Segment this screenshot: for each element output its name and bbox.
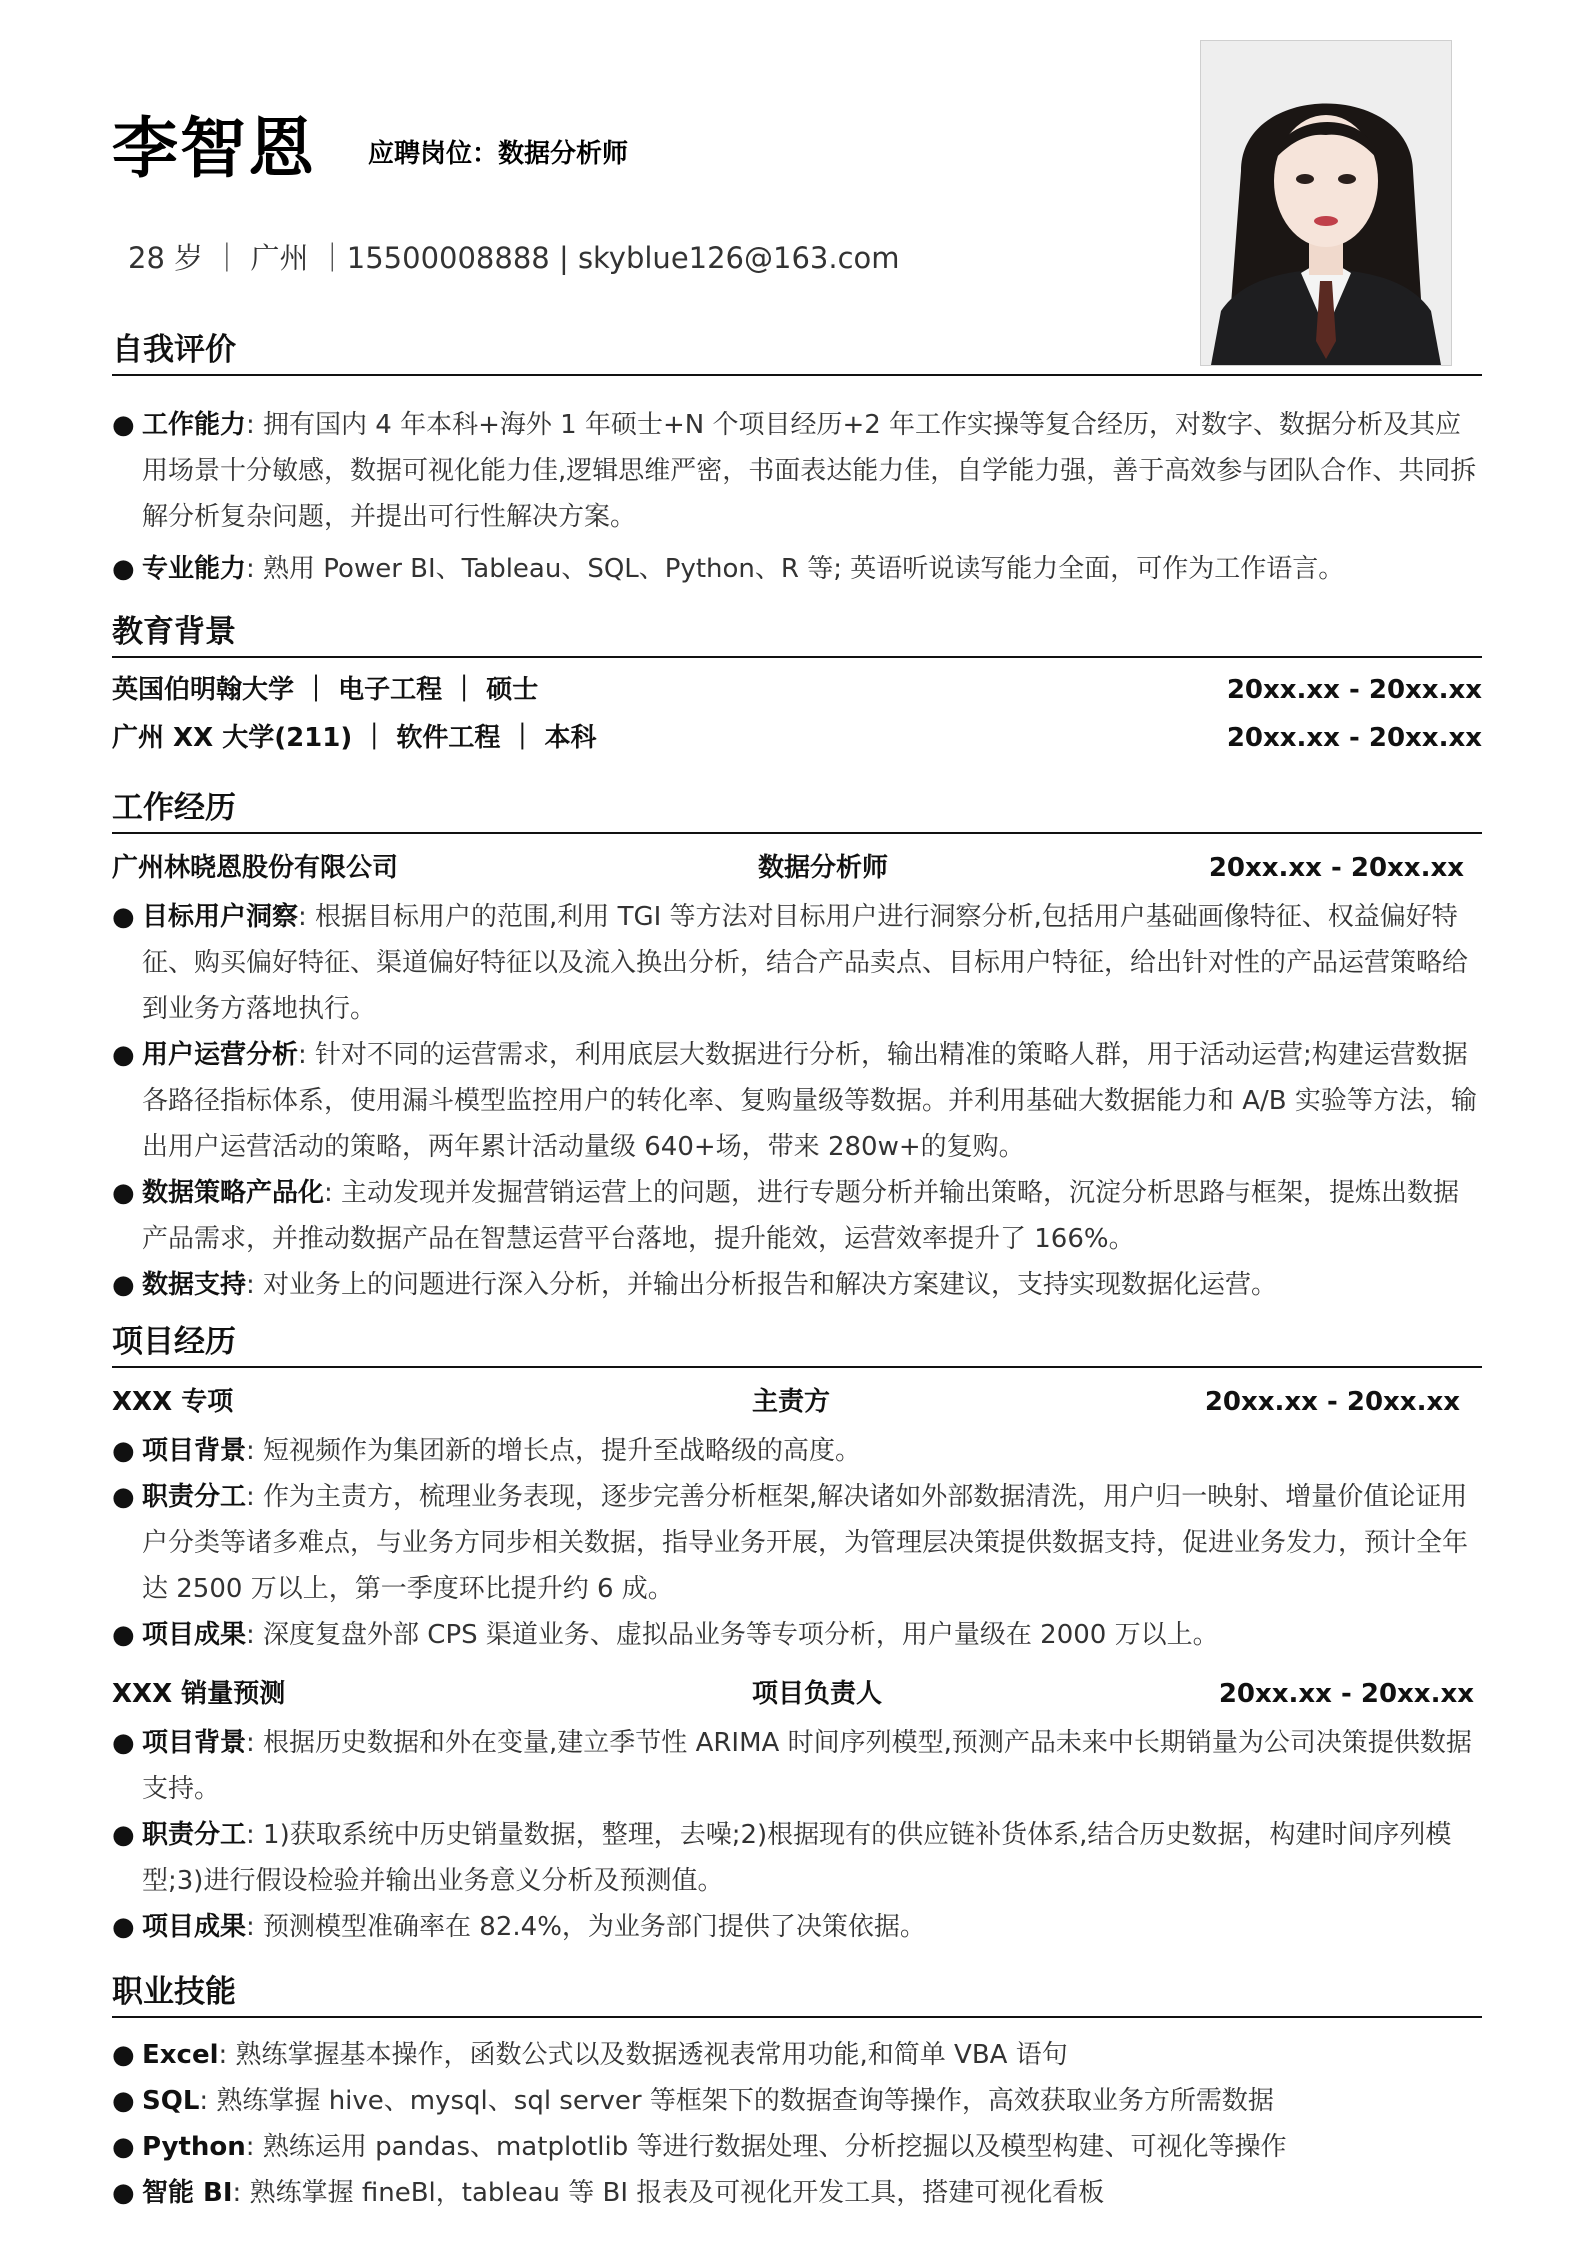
work-header-row bbox=[112, 848, 1464, 888]
bullet-icon: ● bbox=[112, 410, 135, 440]
section-title-work: 工作经历 bbox=[112, 788, 1482, 834]
item-label: 数据支持 bbox=[142, 1270, 247, 1300]
work-role: 数据分析师 bbox=[758, 853, 889, 883]
bullet-icon: ● bbox=[112, 2132, 135, 2162]
bullet-icon: ● bbox=[112, 1178, 135, 1208]
education-row bbox=[112, 670, 1482, 710]
project-period: 20xx.xx - 20xx.xx bbox=[1218, 1679, 1474, 1709]
skill-item bbox=[112, 2078, 1482, 2124]
item-text: : 针对不同的运营需求，利用底层大数据进行分析，输出精准的策略人群，用于活动运营;构建运营数据各路径指标体系，使用漏斗模型监控用户的转化率、复购量级等数据。并利用基础大数据能力和 A/B 实验等方法，输出用户运营活动的策略，两年累计活动量级 640+场，带来 280w+的复购。 bbox=[142, 1040, 1477, 1162]
item-label: 项目成果 bbox=[142, 1620, 247, 1650]
item-label: 项目背景 bbox=[142, 1728, 247, 1758]
work-item bbox=[112, 1170, 1482, 1262]
item-text: : 熟练掌握 fineBl，tableau 等 BI 报表及可视化开发工具，搭建可视化看板 bbox=[232, 2178, 1105, 2208]
section-title-projects: 项目经历 bbox=[112, 1322, 1482, 1368]
education-detail: 英国伯明翰大学 ｜ 电子工程 ｜ 硕士 bbox=[112, 675, 539, 705]
item-label: 工作能力 bbox=[142, 410, 247, 440]
self-eval-item bbox=[112, 402, 1482, 540]
skill-item bbox=[112, 2170, 1482, 2216]
project-item bbox=[112, 1612, 1482, 1658]
item-label: 专业能力 bbox=[142, 554, 247, 584]
education-period: 20xx.xx - 20xx.xx bbox=[1226, 675, 1482, 705]
item-text: : 预测模型准确率在 82.4%，为业务部门提供了决策依据。 bbox=[246, 1912, 926, 1942]
item-text: : 1)获取系统中历史销量数据，整理，去噪;2)根据现有的供应链补货体系,结合历史数据，构建时间序列模型;3)进行假设检验并输出业务意义分析及预测值。 bbox=[142, 1820, 1452, 1896]
work-period: 20xx.xx - 20xx.xx bbox=[1208, 853, 1464, 883]
work-item bbox=[112, 894, 1482, 1032]
education-period: 20xx.xx - 20xx.xx bbox=[1226, 723, 1482, 753]
project-role: 项目负责人 bbox=[752, 1679, 883, 1709]
project-name: XXX 专项 bbox=[112, 1387, 234, 1417]
item-text: : 熟练掌握基本操作，函数公式以及数据透视表常用功能,和简单 VBA 语句 bbox=[218, 2040, 1068, 2070]
section-title-education: 教育背景 bbox=[112, 612, 1482, 658]
bullet-icon: ● bbox=[112, 1820, 135, 1850]
item-label: 项目成果 bbox=[142, 1912, 247, 1942]
item-text: : 深度复盘外部 CPS 渠道业务、虚拟品业务等专项分析，用户量级在 2000 万以上。 bbox=[246, 1620, 1219, 1650]
project-period: 20xx.xx - 20xx.xx bbox=[1204, 1387, 1460, 1417]
skill-item bbox=[112, 2124, 1482, 2170]
item-text: : 对业务上的问题进行深入分析，并输出分析报告和解决方案建议，支持实现数据化运营。 bbox=[246, 1270, 1278, 1300]
item-label: 职责分工 bbox=[142, 1820, 247, 1850]
profile-photo bbox=[1200, 40, 1452, 366]
project-item bbox=[112, 1812, 1482, 1904]
project-header-row bbox=[112, 1674, 1474, 1714]
project-role: 主责方 bbox=[752, 1387, 831, 1417]
project-item bbox=[112, 1428, 1482, 1474]
bullet-icon: ● bbox=[112, 1040, 135, 1070]
item-text: : 熟练掌握 hive、mysql、sql server 等框架下的数据查询等操作，高效获取业务方所需数据 bbox=[199, 2086, 1274, 2116]
section-title-skills: 职业技能 bbox=[112, 1972, 1482, 2018]
item-text: : 作为主责方，梳理业务表现，逐步完善分析框架,解决诸如外部数据清洗，用户归一映射、增量价值论证用户分类等诸多难点，与业务方同步相关数据，指导业务开展，为管理层决策提供数据支持，促进业务发力，预计全年达 2500 万以上，第一季度环比提升约 6 成。 bbox=[142, 1482, 1469, 1604]
bullet-icon: ● bbox=[112, 1436, 135, 1466]
bullet-icon: ● bbox=[112, 1728, 135, 1758]
item-label: Excel bbox=[142, 2040, 219, 2070]
item-label: SQL bbox=[142, 2086, 200, 2116]
item-label: 数据策略产品化 bbox=[142, 1178, 325, 1208]
item-text: : 拥有国内 4 年本科+海外 1 年硕士+N 个项目经历+2 年工作实操等复合经历，对数字、数据分析及其应用场景十分敏感，数据可视化能力佳,逻辑思维严密，书面表达能力佳，自学能力强，善于高效参与团队合作、共同拆解分析复杂问题，并提出可行性解决方案。 bbox=[142, 410, 1477, 532]
project-item bbox=[112, 1904, 1482, 1950]
item-label: 目标用户洞察 bbox=[142, 902, 299, 932]
section-title-self-eval: 自我评价 bbox=[112, 330, 1482, 376]
work-item bbox=[112, 1262, 1482, 1308]
project-item bbox=[112, 1720, 1482, 1812]
bullet-icon: ● bbox=[112, 902, 135, 932]
education-detail: 广州 XX 大学(211) ｜ 软件工程 ｜ 本科 bbox=[112, 723, 597, 753]
bullet-icon: ● bbox=[112, 554, 135, 584]
item-text: : 主动发现并发掘营销运营上的问题，进行专题分析并输出策略，沉淀分析思路与框架，提炼出数据产品需求，并推动数据产品在智慧运营平台落地，提升能效，运营效率提升了 166%。 bbox=[142, 1178, 1460, 1254]
item-label: 项目背景 bbox=[142, 1436, 247, 1466]
bullet-icon: ● bbox=[112, 2086, 135, 2116]
project-item bbox=[112, 1474, 1482, 1612]
project-header-row bbox=[112, 1382, 1460, 1422]
item-text: : 根据目标用户的范围,利用 TGI 等方法对目标用户进行洞察分析,包括用户基础画像特征、权益偏好特征、购买偏好特征、渠道偏好特征以及流入换出分析，结合产品卖点、目标用户特征，给出针对性的产品运营策略给到业务方落地执行。 bbox=[142, 902, 1469, 1024]
bullet-icon: ● bbox=[112, 2178, 135, 2208]
project-name: XXX 销量预测 bbox=[112, 1679, 286, 1709]
bullet-icon: ● bbox=[112, 1270, 135, 1300]
bullet-icon: ● bbox=[112, 1482, 135, 1512]
item-label: Python bbox=[142, 2132, 246, 2162]
item-label: 智能 BI bbox=[142, 2178, 233, 2208]
company-name: 广州林晓恩股份有限公司 bbox=[112, 853, 399, 883]
candidate-name: 李智恩 bbox=[112, 110, 316, 187]
item-label: 职责分工 bbox=[142, 1482, 247, 1512]
contact-info: 28 岁 ｜ 广州 ｜15500008888 | skyblue126@163.com bbox=[128, 241, 900, 275]
item-label: 用户运营分析 bbox=[142, 1040, 299, 1070]
item-text: : 熟练运用 pandas、matplotlib 等进行数据处理、分析挖掘以及模型构建、可视化等操作 bbox=[245, 2132, 1287, 2162]
item-text: : 熟用 Power BI、Tableau、SQL、Python、R 等; 英语听说读写能力全面，可作为工作语言。 bbox=[246, 554, 1345, 584]
skill-item bbox=[112, 2032, 1482, 2078]
bullet-icon: ● bbox=[112, 2040, 135, 2070]
item-text: : 短视频作为集团新的增长点，提升至战略级的高度。 bbox=[246, 1436, 862, 1466]
applied-position: 应聘岗位：数据分析师 bbox=[368, 139, 629, 169]
education-row bbox=[112, 718, 1482, 758]
item-text: : 根据历史数据和外在变量,建立季节性 ARIMA 时间序列模型,预测产品未来中长期销量为公司决策提供数据支持。 bbox=[142, 1728, 1472, 1804]
bullet-icon: ● bbox=[112, 1620, 135, 1650]
bullet-icon: ● bbox=[112, 1912, 135, 1942]
self-eval-item bbox=[112, 546, 1482, 592]
work-item bbox=[112, 1032, 1482, 1170]
